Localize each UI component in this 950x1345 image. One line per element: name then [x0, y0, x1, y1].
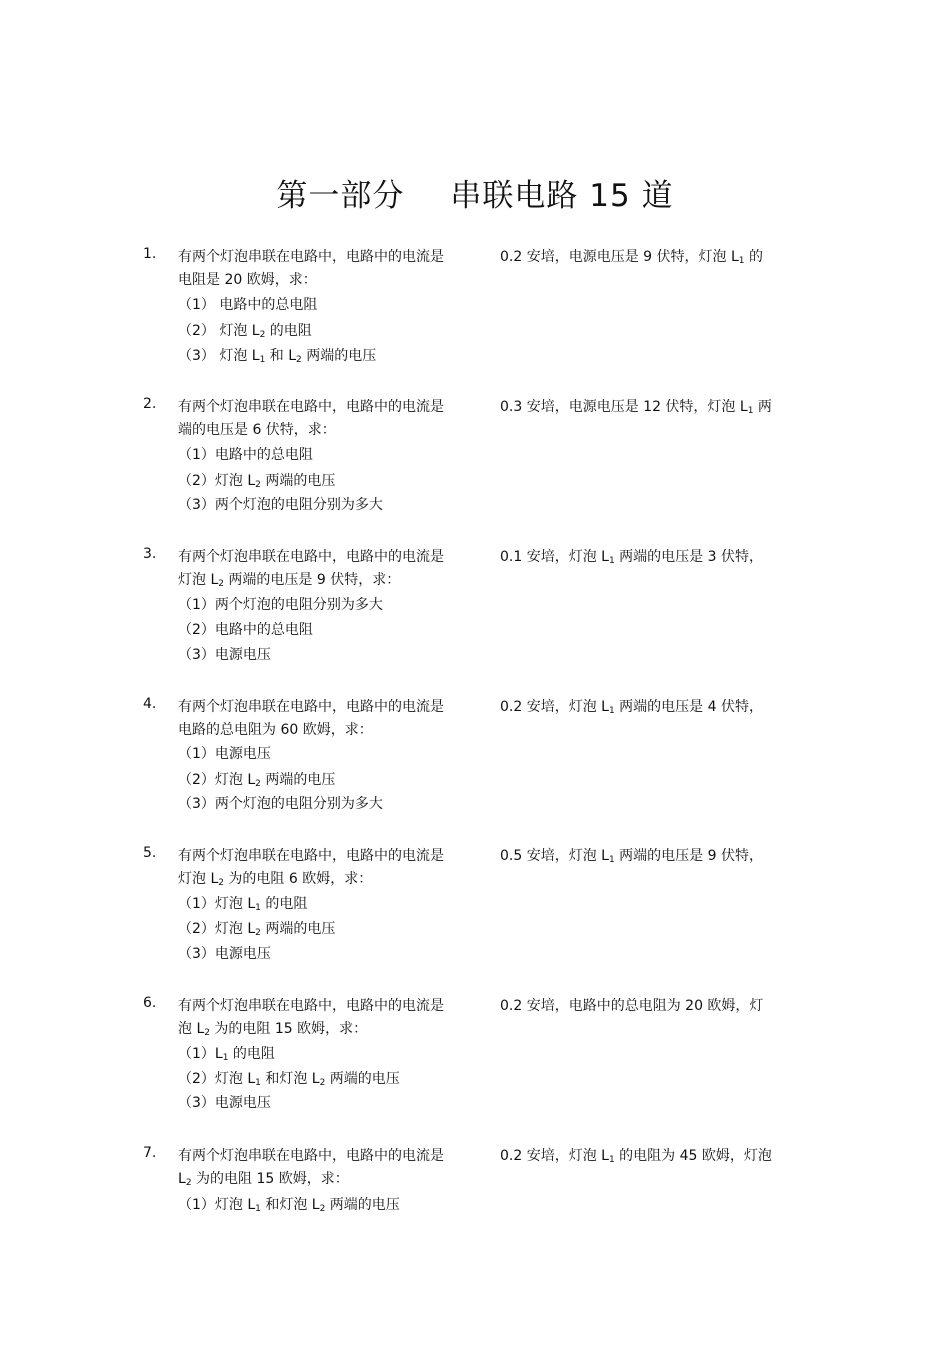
- problem-stem-continued: 端的电压是 6 伏特，求：: [178, 422, 336, 438]
- problem-stem-start: 有两个灯泡串联在电路中，电路中的电流是: [178, 399, 444, 415]
- title-topic: 串联电路 15 道: [450, 178, 674, 214]
- problem-number: 2.: [143, 396, 157, 412]
- problem-stem-start: 有两个灯泡串联在电路中，电路中的电流是: [178, 1148, 444, 1164]
- sub-question: （3） 灯泡 $L_1$ 和 $L_2$ 两端的电压: [178, 348, 377, 365]
- title-part: 第一部分: [276, 178, 405, 214]
- problem-stem-start: 有两个灯泡串联在电路中，电路中的电流是: [178, 848, 444, 864]
- problem-stem-start: 有两个灯泡串联在电路中，电路中的电流是: [178, 998, 444, 1014]
- problem-number: 5.: [143, 845, 157, 861]
- problem-number: 4.: [143, 696, 157, 712]
- sub-question: （2）灯泡 $L_2$ 两端的电压: [178, 473, 336, 490]
- sub-question: （2）灯泡 $L_1$ 和灯泡 $L_2$ 两端的电压: [178, 1071, 400, 1088]
- sub-question: （2）电路中的总电阻: [178, 622, 313, 638]
- sub-question: （1）灯泡 $L_1$ 和灯泡 $L_2$ 两端的电压: [178, 1197, 400, 1214]
- sub-question: （1）电路中的总电阻: [178, 447, 313, 463]
- sub-question: （1） 电路中的总电阻: [178, 297, 318, 313]
- problem-stem-continued: $L_2$ 为的电阻 15 欧姆，求：: [178, 1171, 349, 1188]
- problem-stem-end: 0.2 安培，灯泡 $L_1$ 的电阻为 45 欧姆，灯泡: [500, 1148, 772, 1165]
- page-title: [0, 170, 950, 215]
- sub-question: （1）电源电压: [178, 746, 271, 762]
- sub-question: （1）灯泡 $L_1$ 的电阻: [178, 896, 308, 913]
- problem-stem-continued: 灯泡 $L_2$ 两端的电压是 9 伏特，求：: [178, 572, 401, 589]
- problem-stem-start: 有两个灯泡串联在电路中，电路中的电流是: [178, 549, 444, 565]
- problem-stem-continued: 电路的总电阻为 60 欧姆，求：: [178, 722, 373, 738]
- problem-stem-end: 0.3 安培，电源电压是 12 伏特，灯泡 $L_1$ 两: [500, 399, 772, 416]
- sub-question: （3）两个灯泡的电阻分别为多大: [178, 497, 383, 513]
- problem-stem-start: 有两个灯泡串联在电路中，电路中的电流是: [178, 249, 444, 265]
- sub-question: （2）灯泡 $L_2$ 两端的电压: [178, 772, 336, 789]
- problem-number: 7.: [143, 1145, 157, 1161]
- problem-stem-start: 有两个灯泡串联在电路中，电路中的电流是: [178, 699, 444, 715]
- problem-stem-end: 0.2 安培，灯泡 $L_1$ 两端的电压是 4 伏特，: [500, 699, 763, 716]
- sub-question: （2）灯泡 $L_2$ 两端的电压: [178, 921, 336, 938]
- sub-question: （3）电源电压: [178, 946, 271, 962]
- sub-question: $(1)L_1$ 的电阻: [178, 1046, 275, 1063]
- sub-question: （3）电源电压: [178, 1095, 271, 1111]
- problem-number: 1.: [143, 246, 157, 262]
- problem-stem-end: 0.2 安培，电路中的总电阻为 20 欧姆，灯: [500, 998, 764, 1014]
- sub-question: （1）两个灯泡的电阻分别为多大: [178, 597, 383, 613]
- sub-question: （2） 灯泡 $L_2$ 的电阻: [178, 323, 312, 340]
- problem-stem-end: 0.1 安培，灯泡 $L_1$ 两端的电压是 3 伏特，: [500, 549, 763, 566]
- problem-stem-continued: 灯泡 $L_2$ 为的电阻 6 欧姆，求：: [178, 871, 373, 888]
- problem-stem-end: 0.2 安培，电源电压是 9 伏特，灯泡 $L_1$ 的: [500, 249, 763, 266]
- problem-number: 3.: [143, 546, 157, 562]
- sub-question: （3）两个灯泡的电阻分别为多大: [178, 796, 383, 812]
- problem-stem-end: 0.5 安培，灯泡 $L_1$ 两端的电压是 9 伏特，: [500, 848, 763, 865]
- problem-stem-continued: 泡 $L_2$ 为的电阻 15 欧姆，求：: [178, 1021, 368, 1038]
- sub-question: （3）电源电压: [178, 647, 271, 663]
- problem-stem-continued: 电阻是 20 欧姆，求：: [178, 272, 317, 288]
- problem-number: 6.: [143, 995, 157, 1011]
